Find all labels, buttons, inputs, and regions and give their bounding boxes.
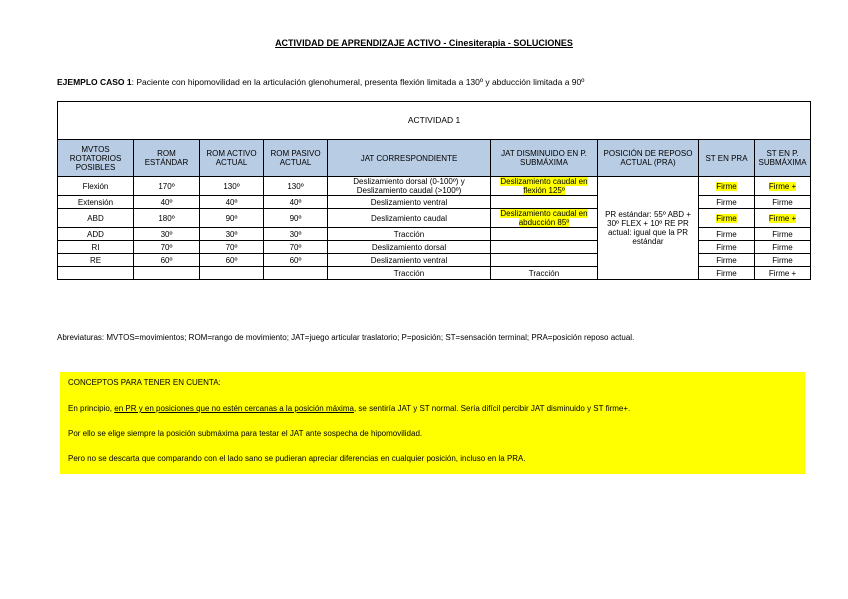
cell-jat-decreased bbox=[491, 254, 598, 267]
cell-movement: ABD bbox=[58, 209, 134, 228]
cell-jat: Tracción bbox=[328, 228, 491, 241]
cell-jat: Deslizamiento caudal bbox=[328, 209, 491, 228]
page-title: ACTIVIDAD DE APRENDIZAJE ACTIVO - Cinesiterapia - SOLUCIONES bbox=[275, 38, 573, 48]
highlight-text: Firme + bbox=[768, 181, 797, 191]
cell-rom-standard: 70º bbox=[134, 241, 200, 254]
concepts-box bbox=[60, 372, 805, 474]
cell-jat: Deslizamiento dorsal bbox=[328, 241, 491, 254]
cell-rom-passive: 30º bbox=[264, 228, 328, 241]
cell-jat-decreased bbox=[491, 177, 598, 196]
cell-rom-active: 40º bbox=[200, 196, 264, 209]
concepts-paragraph-3: Pero no se descarta que comparando con el lado sano se pudieran apreciar diferencias en cualquier posición, incluso en la PRA. bbox=[68, 454, 526, 463]
cell-rom-standard bbox=[134, 267, 200, 280]
cell-jat-decreased bbox=[491, 241, 598, 254]
cell-jat: Deslizamiento dorsal (0-100º) y Deslizamiento caudal (>100º) bbox=[328, 177, 491, 196]
cell-rom-standard: 40º bbox=[134, 196, 200, 209]
cell-movement: RI bbox=[58, 241, 134, 254]
cell-jat: Deslizamiento ventral bbox=[328, 196, 491, 209]
cell-st-pra: Firme bbox=[699, 254, 755, 267]
highlight-text: Deslizamiento caudal en flexión 125º bbox=[500, 177, 588, 195]
cell-rest-position: PR estándar: 55º ABD + 30º FLEX + 10º RE PR actual: igual que la PR estándar bbox=[598, 177, 699, 280]
col-header-jat: JAT CORRESPONDIENTE bbox=[328, 140, 491, 177]
activity-table bbox=[57, 101, 811, 280]
case-description bbox=[57, 77, 584, 87]
cell-movement: Extensión bbox=[58, 196, 134, 209]
cell-rom-passive: 90º bbox=[264, 209, 328, 228]
cell-jat: Deslizamiento ventral bbox=[328, 254, 491, 267]
cell-st-submax: Firme bbox=[755, 228, 811, 241]
col-header-st-submax: ST EN P. SUBMÁXIMA bbox=[755, 140, 811, 177]
cell-rom-standard: 60º bbox=[134, 254, 200, 267]
concepts-p1-underlined: en PR y en posiciones que no estén cercanas a la posición máxima bbox=[114, 404, 354, 413]
cell-rom-passive: 60º bbox=[264, 254, 328, 267]
cell-st-pra bbox=[699, 177, 755, 196]
case-label: EJEMPLO CASO 1 bbox=[57, 77, 132, 87]
concepts-p1-start: En principio, bbox=[68, 404, 115, 413]
cell-rom-active: 30º bbox=[200, 228, 264, 241]
col-header-rom-passive: ROM PASIVO ACTUAL bbox=[264, 140, 328, 177]
cell-rom-active bbox=[200, 267, 264, 280]
cell-rom-active: 60º bbox=[200, 254, 264, 267]
cell-movement: ADD bbox=[58, 228, 134, 241]
abbreviations-note: Abreviaturas: MVTOS=movimientos; ROM=rango de movimiento; JAT=juego articular traslatorio; P=posición; ST=sensación terminal; PRA=posición reposo actual. bbox=[57, 333, 635, 342]
table-row bbox=[58, 228, 811, 241]
cell-st-submax bbox=[755, 209, 811, 228]
concepts-p1-end: , se sentiría JAT y ST normal. Sería difícil percibir JAT disminuido y ST firme+. bbox=[353, 404, 631, 413]
cell-movement: Flexión bbox=[58, 177, 134, 196]
col-header-rest-position: POSICIÓN DE REPOSO ACTUAL (PRA) bbox=[598, 140, 699, 177]
cell-st-pra: Firme bbox=[699, 267, 755, 280]
cell-movement: RE bbox=[58, 254, 134, 267]
cell-rom-standard: 170º bbox=[134, 177, 200, 196]
highlight-text: Firme bbox=[716, 213, 737, 223]
cell-rom-passive bbox=[264, 267, 328, 280]
cell-st-pra: Firme bbox=[699, 228, 755, 241]
cell-jat-decreased bbox=[491, 228, 598, 241]
table-row bbox=[58, 241, 811, 254]
highlight-text: Firme bbox=[716, 181, 737, 191]
cell-jat: Tracción bbox=[328, 267, 491, 280]
table-row bbox=[58, 209, 811, 228]
cell-rom-standard: 30º bbox=[134, 228, 200, 241]
cell-st-pra: Firme bbox=[699, 241, 755, 254]
cell-st-submax: Firme bbox=[755, 241, 811, 254]
cell-rom-active: 70º bbox=[200, 241, 264, 254]
col-header-rom-active: ROM ACTIVO ACTUAL bbox=[200, 140, 264, 177]
cell-st-submax: Firme + bbox=[755, 267, 811, 280]
case-text: : Paciente con hipomovilidad en la articulación glenohumeral, presenta flexión limitada a 130º y abducción limitada a 90º bbox=[131, 77, 585, 87]
highlight-text: Firme + bbox=[768, 213, 797, 223]
cell-rom-passive: 130º bbox=[264, 177, 328, 196]
cell-movement bbox=[58, 267, 134, 280]
table-row bbox=[58, 177, 811, 196]
activity-heading: ACTIVIDAD 1 bbox=[58, 102, 811, 140]
col-header-st-pra: ST EN PRA bbox=[699, 140, 755, 177]
cell-jat-decreased bbox=[491, 209, 598, 228]
cell-jat-decreased bbox=[491, 196, 598, 209]
highlight-text: Deslizamiento caudal en abducción 85º bbox=[500, 209, 588, 227]
cell-rom-passive: 40º bbox=[264, 196, 328, 209]
cell-rom-passive: 70º bbox=[264, 241, 328, 254]
table-row bbox=[58, 254, 811, 267]
cell-rom-active: 90º bbox=[200, 209, 264, 228]
cell-st-submax bbox=[755, 177, 811, 196]
concepts-paragraph-1 bbox=[68, 404, 630, 413]
col-header-movements: MVTOS ROTATORIOS POSIBLES bbox=[58, 140, 134, 177]
cell-rom-standard: 180º bbox=[134, 209, 200, 228]
concepts-paragraph-2: Por ello se elige siempre la posición submáxima para testar el JAT ante sospecha de hipomovilidad. bbox=[68, 429, 423, 438]
cell-rom-active: 130º bbox=[200, 177, 264, 196]
table-row bbox=[58, 196, 811, 209]
cell-st-pra: Firme bbox=[699, 196, 755, 209]
cell-st-submax: Firme bbox=[755, 196, 811, 209]
cell-jat-decreased: Tracción bbox=[491, 267, 598, 280]
cell-st-submax: Firme bbox=[755, 254, 811, 267]
table-row bbox=[58, 267, 811, 280]
cell-st-pra bbox=[699, 209, 755, 228]
col-header-jat-decreased: JAT DISMINUIDO EN P. SUBMÁXIMA bbox=[491, 140, 598, 177]
concepts-heading: CONCEPTOS PARA TENER EN CUENTA: bbox=[68, 378, 221, 387]
col-header-rom-standard: ROM ESTÁNDAR bbox=[134, 140, 200, 177]
